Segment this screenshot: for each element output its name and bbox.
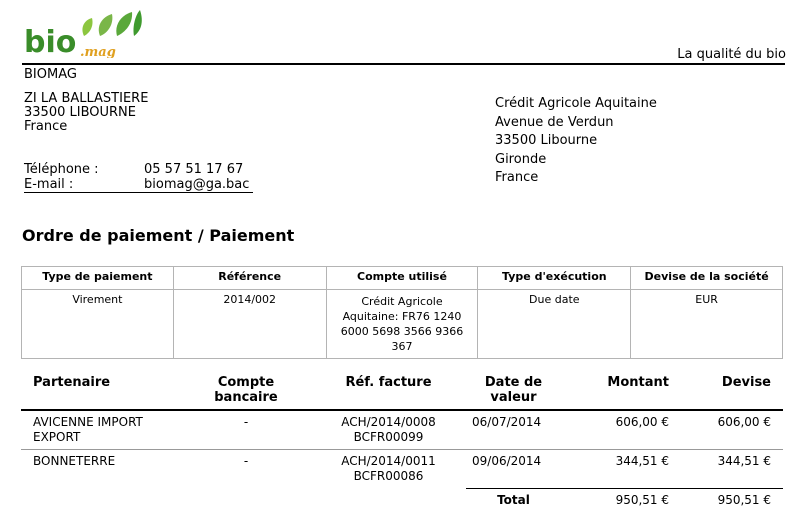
value-date: 06/07/2014 xyxy=(466,410,561,450)
total-currency-amount: 950,51 € xyxy=(681,488,783,512)
total-row xyxy=(21,488,783,512)
table-row xyxy=(21,410,783,450)
invoice-ref: ACH/2014/0008 BCFR00099 xyxy=(311,410,466,450)
phone-value: 05 57 51 17 67 xyxy=(144,162,244,177)
invoice-ref: ACH/2014/0011 BCFR00086 xyxy=(341,454,436,483)
tagline: La qualité du bio xyxy=(677,47,786,62)
column-header: Date de valeur xyxy=(466,372,561,410)
page-title: Ordre de paiement / Paiement xyxy=(22,226,295,245)
bank-line: Crédit Agricole Aquitaine xyxy=(495,96,657,111)
bank-line: Avenue de Verdun xyxy=(495,114,614,130)
table-header-row xyxy=(22,267,783,290)
logo-text: bio xyxy=(24,25,77,58)
header-divider xyxy=(22,63,785,65)
address-line: France xyxy=(24,119,68,134)
column-header: Réf. facture xyxy=(311,372,466,410)
column-header: Type de paiement xyxy=(22,267,174,290)
column-header: Partenaire xyxy=(21,372,181,410)
total-amount: 950,51 € xyxy=(561,488,681,512)
company-currency: EUR xyxy=(631,290,783,359)
total-label: Total xyxy=(466,488,561,512)
company-name: BIOMAG xyxy=(24,67,77,82)
bank-account: - xyxy=(181,410,311,450)
address-line: ZI LA BALLASTIERE xyxy=(24,91,149,106)
column-header: Devise de la société xyxy=(631,267,783,290)
amount: 344,51 € xyxy=(615,454,669,468)
value-date: 09/06/2014 xyxy=(472,454,542,468)
bank-account: - xyxy=(243,454,249,468)
column-header: Montant xyxy=(561,372,681,410)
currency-amount: 344,51 € xyxy=(717,454,771,468)
biomag-logo xyxy=(22,6,147,58)
company-address xyxy=(24,92,148,134)
table-header-row xyxy=(21,372,783,410)
currency-amount: 606,00 € xyxy=(681,410,783,450)
email-label: E-mail : xyxy=(24,177,74,192)
bank-line: 33500 Libourne xyxy=(495,133,598,148)
bank-address xyxy=(495,95,657,188)
execution-type: Due date xyxy=(478,290,631,359)
column-header: Devise xyxy=(681,372,783,410)
partner: BONNETERRE xyxy=(33,454,116,468)
logo-subtext: .mag xyxy=(80,45,116,58)
address-line: 33500 LIBOURNE xyxy=(24,105,136,120)
column-header: Compte bancaire xyxy=(181,372,311,410)
table-row xyxy=(22,290,783,359)
payment-type: Virement xyxy=(22,290,174,359)
payment-lines-table xyxy=(21,372,783,512)
column-header: Référence xyxy=(173,267,326,290)
amount: 606,00 € xyxy=(561,410,681,450)
bank-line: Gironde xyxy=(495,151,547,167)
partner: AVICENNE IMPORT EXPORT xyxy=(21,410,181,450)
bank-line: France xyxy=(495,170,539,185)
column-header: Type d'exécution xyxy=(478,267,631,290)
payment-reference: 2014/002 xyxy=(173,290,326,359)
company-contact xyxy=(24,162,253,193)
column-header: Compte utilisé xyxy=(326,267,478,290)
table-row xyxy=(21,450,783,489)
payment-info-table xyxy=(21,266,783,359)
phone-label: Téléphone : xyxy=(24,162,99,177)
account-used: Crédit Agricole Aquitaine: FR76 1240 6000 5698 3566 9366 367 xyxy=(326,290,478,359)
email-value: biomag@ga.bac xyxy=(144,177,250,192)
